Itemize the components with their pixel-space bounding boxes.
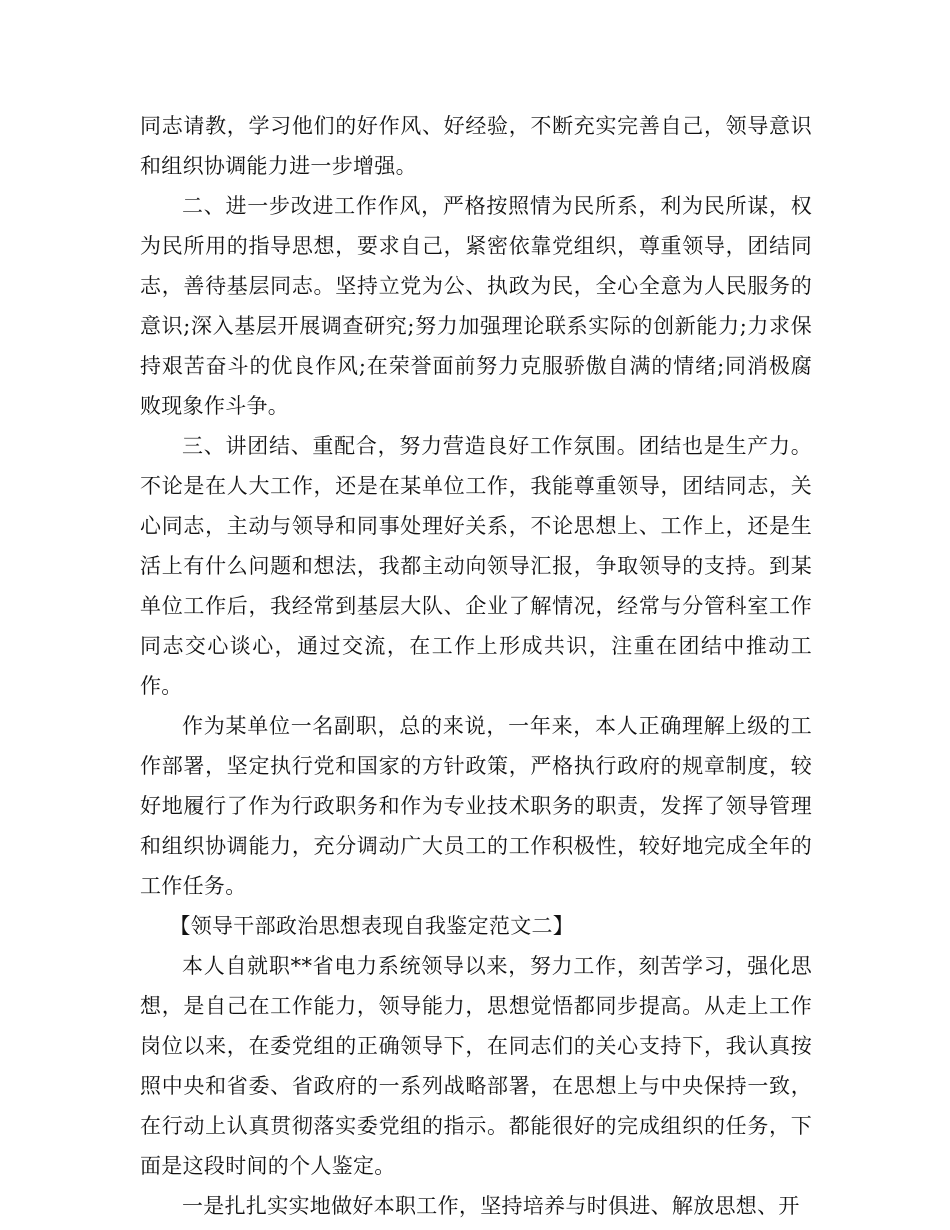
section-heading: 【领导干部政治思想表现自我鉴定范文二】 bbox=[169, 914, 575, 938]
paragraph-work-style: 二、进一步改进工作作风，严格按照情为民所系，利为民所谋，权为民所用的指导思想，要求自己，紧密依靠党组织，尊重领导，团结同志，善待基层同志。坚持立党为公、执政为民，全心全意为人民服务的意识;深入基层开展调查研究;努力加强理论联系实际的创新能力;力求保持艰苦奋斗的优良作风;在荣誉面前努力克服骄傲自满的情绪;同消极腐败现象作斗争。 bbox=[140, 194, 812, 418]
paragraph-self-assessment: 本人自就职**省电力系统领导以来，努力工作，刻苦学习，强化思想，是自己在工作能力，领导能力，思想觉悟都同步提高。从走上工作岗位以来，在委党组的正确领导下，在同志们的关心支持下，我认真按照中央和省委、省政府的一系列战略部署，在思想上与中央保持一致，在行动上认真贯彻落实委党组的指示。都能很好的完成组织的任务，下面是这段时间的个人鉴定。 bbox=[140, 954, 812, 1178]
paragraph-unity: 三、讲团结、重配合，努力营造良好工作氛围。团结也是生产力。不论是在人大工作，还是在某单位工作，我能尊重领导，团结同志，关心同志，主动与领导和同事处理好关系，不论思想上、工作上，还是生活上有什么问题和想法，我都主动向领导汇报，争取领导的支持。到某单位工作后，我经常到基层大队、企业了解情况，经常与分管科室工作同志交心谈心，通过交流，在工作上形成共识，注重在团结中推动工作。 bbox=[140, 434, 812, 698]
paragraph-continuation: 同志请教，学习他们的好作风、好经验，不断充实完善自己，领导意识和组织协调能力进一步增强。 bbox=[140, 114, 812, 178]
document-body bbox=[140, 106, 812, 1226]
paragraph-first-point: 一是扎扎实实地做好本职工作，坚持培养与时俱进、解放思想、开 bbox=[182, 1194, 800, 1218]
paragraph-summary: 作为某单位一名副职，总的来说，一年来，本人正确理解上级的工作部署，坚定执行党和国家的方针政策，严格执行政府的规章制度，较好地履行了作为行政职务和作为专业技术职务的职责，发挥了领导管理和组织协调能力，充分调动广大员工的工作积极性，较好地完成全年的工作任务。 bbox=[140, 714, 812, 898]
